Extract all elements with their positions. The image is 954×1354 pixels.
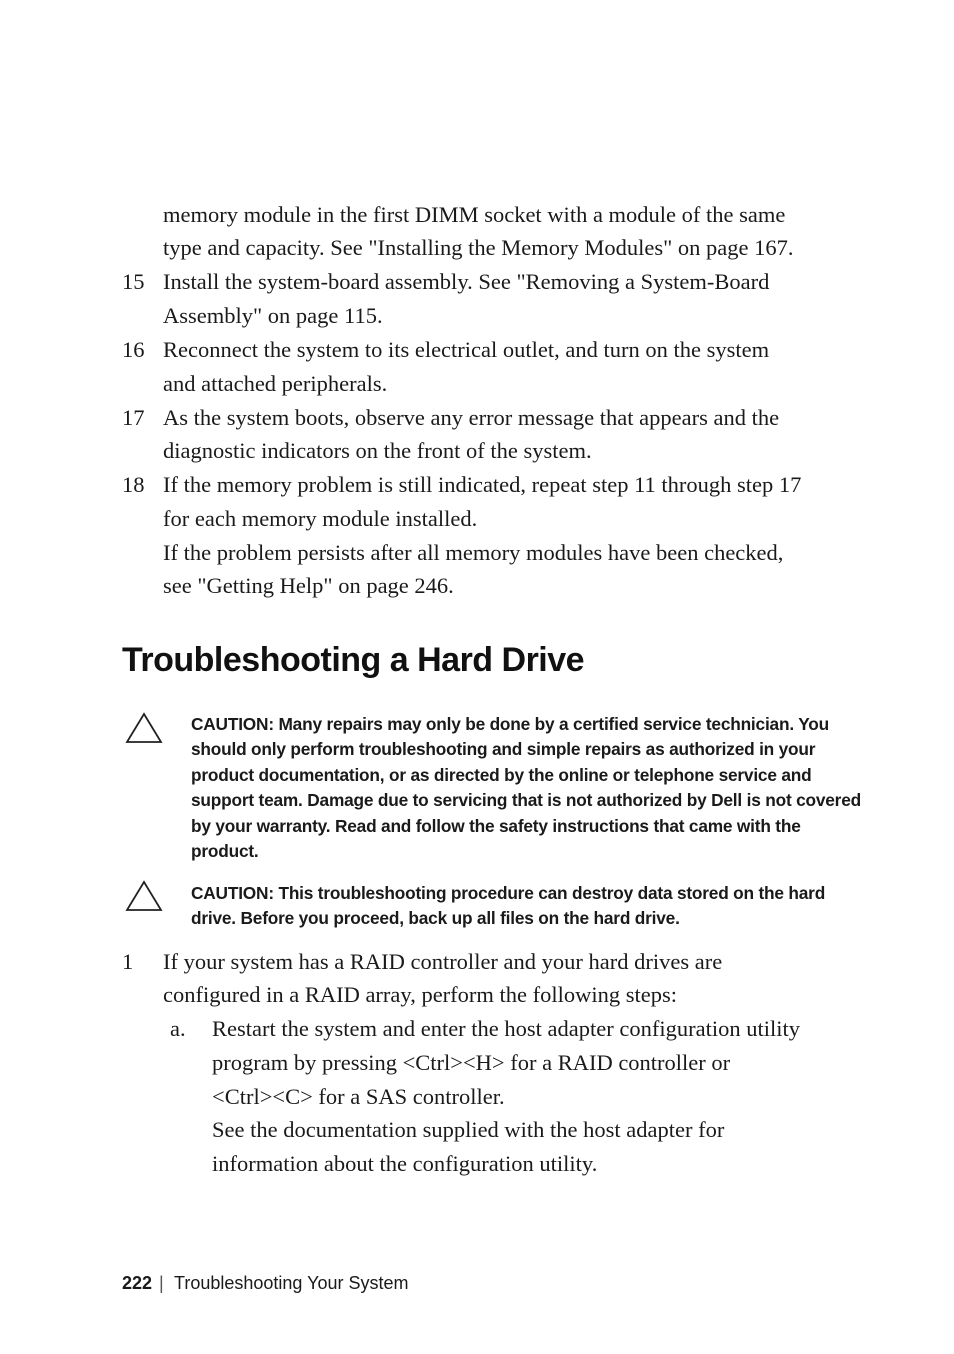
step-text: see "Getting Help" on page 246. <box>163 573 454 598</box>
step-text: If the memory problem is still indicated, repeat step 11 through step 17 <box>163 472 802 497</box>
continuation-line: memory module in the first DIMM socket with a module of the same <box>163 202 786 227</box>
step-text: and attached peripherals. <box>163 371 388 396</box>
step-text: Install the system-board assembly. See "Removing a System-Board <box>163 269 770 294</box>
page-number: 222 <box>122 1273 153 1293</box>
substep-text: See the documentation supplied with the host adapter for <box>212 1117 725 1142</box>
step-text: for each memory module installed. <box>163 506 478 531</box>
step-number: 15 <box>122 269 145 294</box>
step-number: 17 <box>122 405 145 430</box>
step-text: diagnostic indicators on the front of the system. <box>163 438 592 463</box>
caution-icon <box>125 880 163 912</box>
substep-text: information about the configuration utility. <box>212 1151 598 1176</box>
caution-note: CAUTION: Many repairs may only be done by a certified service technician. You should only perform troubleshooting and simple repairs as authorized in your product documentation, or as directed by the online or telephone service and support team. Damage due to servicing that is not authorized by Dell is not covered by your warranty. Read and follow the safety instructions that came with the product. <box>191 714 861 862</box>
substep-text: <Ctrl><C> for a SAS controller. <box>212 1084 505 1109</box>
substep-letter: a. <box>170 1016 186 1041</box>
step-text: Assembly" on page 115. <box>163 303 383 328</box>
step-text: If the problem persists after all memory modules have been checked, <box>163 540 784 565</box>
footer-chapter-title: Troubleshooting Your System <box>174 1273 409 1293</box>
step-text: Reconnect the system to its electrical outlet, and turn on the system <box>163 337 770 362</box>
step-number: 16 <box>122 337 145 362</box>
step-text: As the system boots, observe any error message that appears and the <box>163 405 780 430</box>
caution-note: CAUTION: This troubleshooting procedure can destroy data stored on the hard drive. Before you proceed, back up all files on the hard drive. <box>191 883 826 929</box>
continuation-line: type and capacity. See "Installing the Memory Modules" on page 167. <box>163 235 794 260</box>
caution-icon <box>125 712 163 744</box>
step-text: configured in a RAID array, perform the following steps: <box>163 982 678 1007</box>
substep-text: Restart the system and enter the host adapter configuration utility <box>212 1016 800 1041</box>
substep-text: program by pressing <Ctrl><H> for a RAID controller or <box>212 1050 731 1075</box>
step-text: If your system has a RAID controller and your hard drives are <box>163 949 723 974</box>
section-title: Troubleshooting a Hard Drive <box>122 641 585 679</box>
step-number: 18 <box>122 472 145 497</box>
step-number: 1 <box>122 949 134 974</box>
footer-separator: | <box>159 1273 164 1293</box>
